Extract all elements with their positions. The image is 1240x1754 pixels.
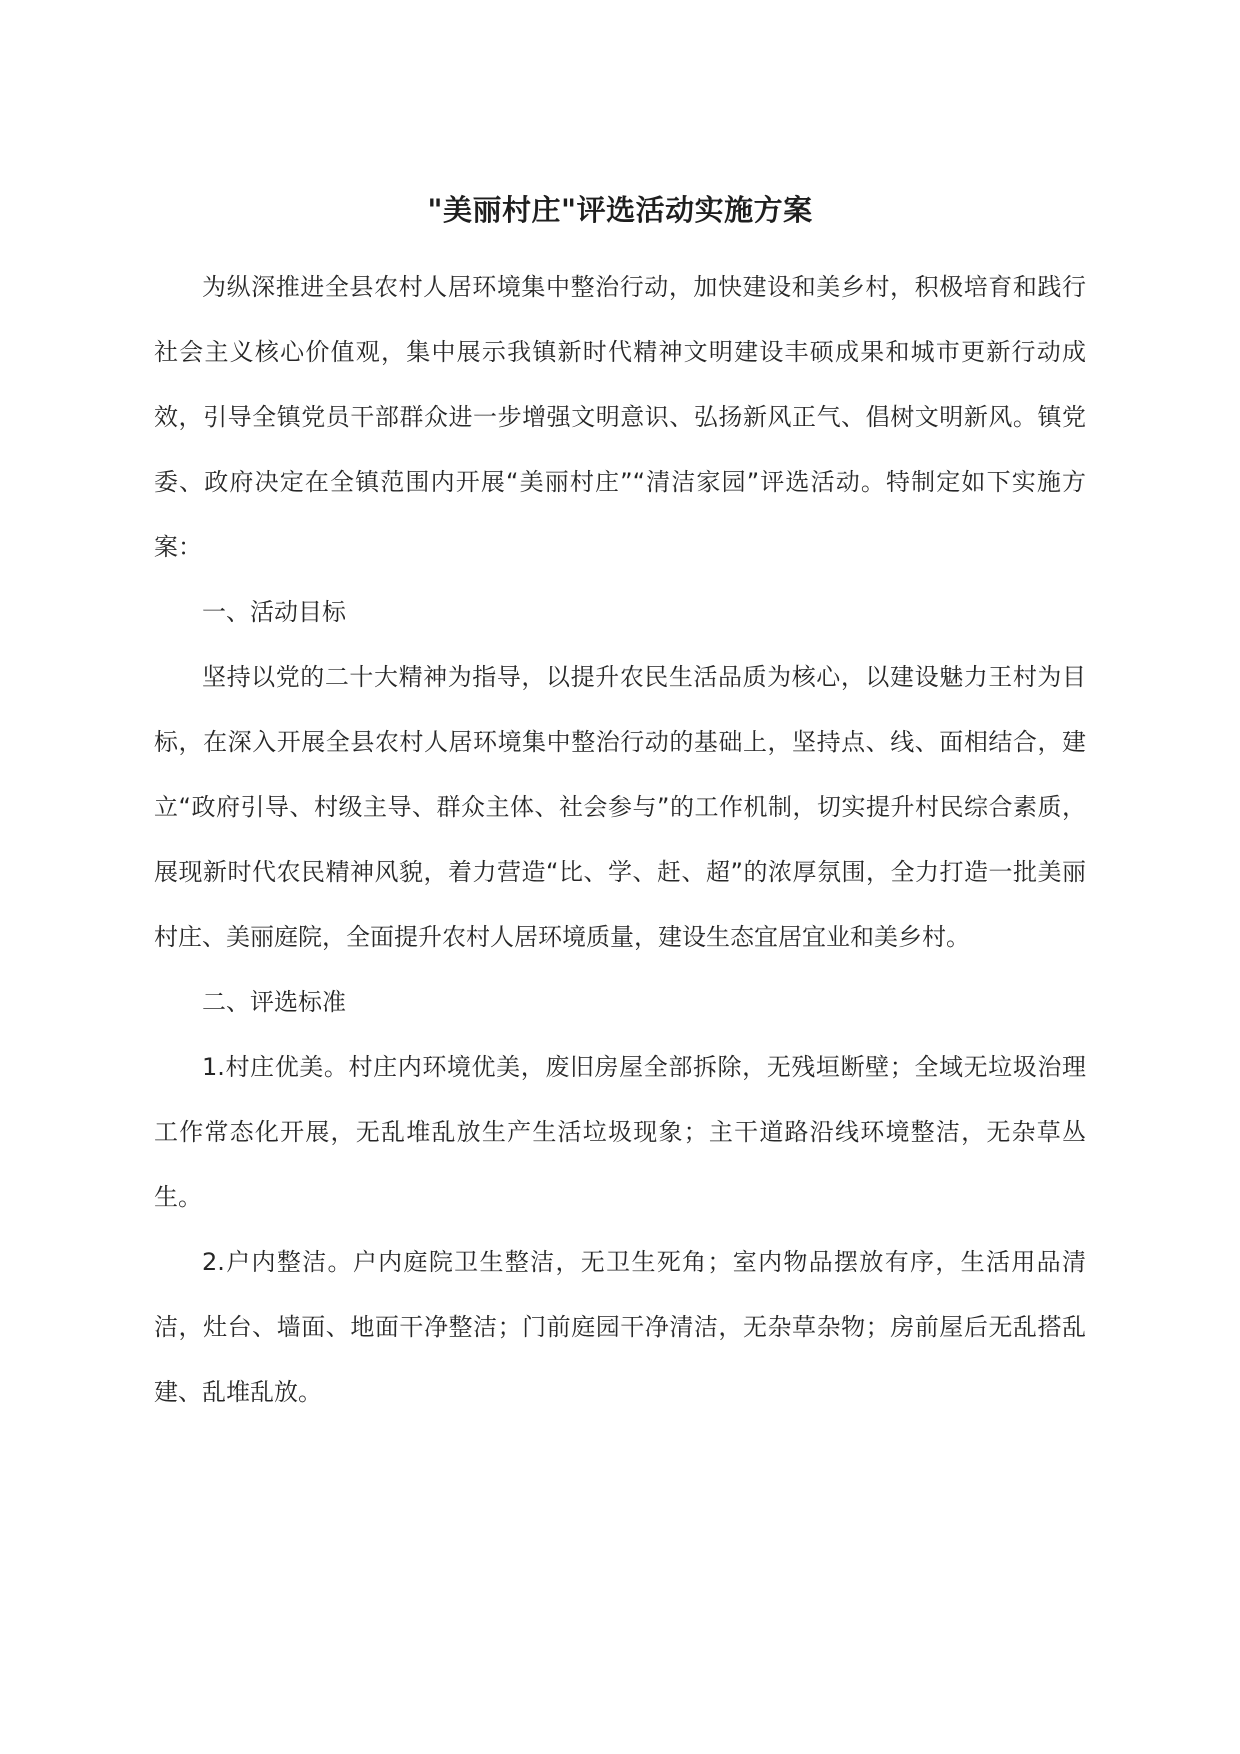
document-title: "美丽村庄"评选活动实施方案	[427, 193, 813, 227]
section-heading-goals: 一、活动目标	[202, 598, 346, 626]
intro-paragraph: 为纵深推进全县农村人居环境集中整治行动，加快建设和美乡村，积极培育和践行社会主义核心价值观，集中展示我镇新时代精神文明建设丰硕成果和城市更新行动成效，引导全镇党员干部群众进一步增强文明意识、弘扬新风正气、倡树文明新风。镇党委、政府决定在全镇范围内开展“美丽村庄”“清洁家园”评选活动。特制定如下实施方案：	[154, 273, 1086, 561]
criteria-item-2: 2.户内整洁。户内庭院卫生整洁，无卫生死角；室内物品摆放有序，生活用品清洁，灶台、墙面、地面干净整洁；门前庭园干净清洁，无杂草杂物；房前屋后无乱搭乱建、乱堆乱放。	[154, 1248, 1086, 1406]
goals-paragraph: 坚持以党的二十大精神为指导，以提升农民生活品质为核心，以建设魅力王村为目标，在深入开展全县农村人居环境集中整治行动的基础上，坚持点、线、面相结合，建立“政府引导、村级主导、群众主体、社会参与”的工作机制，切实提升村民综合素质，展现新时代农民精神风貌，着力营造“比、学、赶、超”的浓厚氛围，全力打造一批美丽村庄、美丽庭院，全面提升农村人居环境质量，建设生态宜居宜业和美乡村。	[154, 663, 1086, 951]
section-heading-criteria: 二、评选标准	[202, 988, 346, 1016]
document-body	[154, 255, 1086, 1425]
criteria-item-1: 1.村庄优美。村庄内环境优美，废旧房屋全部拆除，无残垣断壁；全域无垃圾治理工作常态化开展，无乱堆乱放生产生活垃圾现象；主干道路沿线环境整洁，无杂草丛生。	[154, 1053, 1086, 1211]
